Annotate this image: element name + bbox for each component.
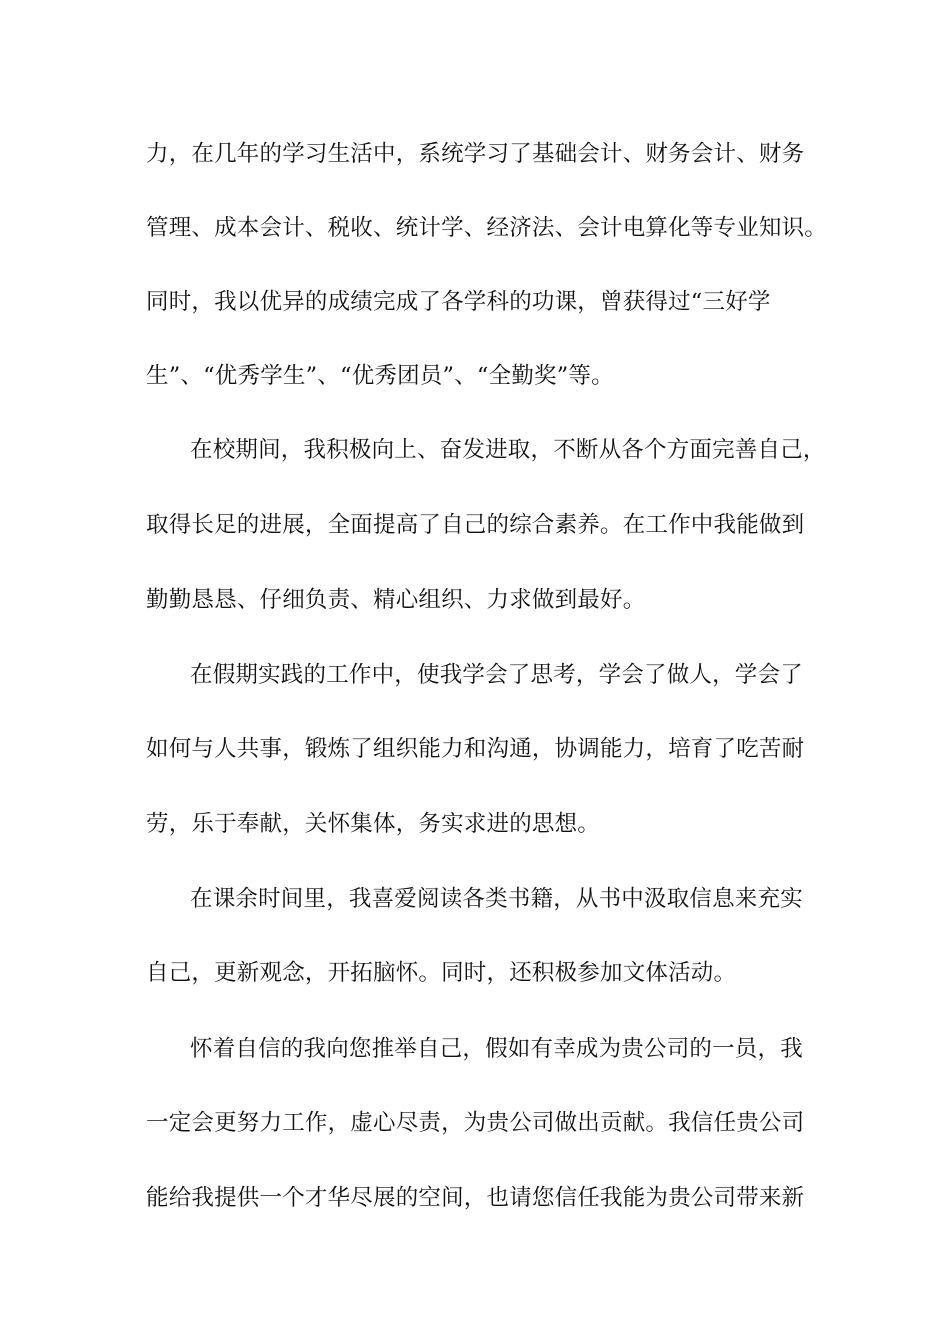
text-line: 力，在几年的学习生活中，系统学习了基础会计、财务会计、财务 bbox=[146, 141, 805, 167]
text-line: 取得长足的进展，全面提高了自己的综合素养。在工作中我能做到 bbox=[146, 512, 805, 538]
text-line: 一定会更努力工作，虚心尽责，为贵公司做出贡献。我信任贵公司 bbox=[146, 1110, 805, 1136]
text-line: 管理、成本会计、税收、统计学、经济法、会计电算化等专业知识。 bbox=[146, 215, 828, 241]
text-line: 如何与人共事，锻炼了组织能力和沟通，协调能力，培育了吃苦耐 bbox=[146, 736, 805, 762]
text-line: 生”、“优秀学生”、“优秀团员”、“全勤奖”等。 bbox=[146, 363, 614, 389]
text-line: 劳，乐于奉献，关怀集体，务实求进的思想。 bbox=[146, 811, 601, 837]
paragraph-first-line: 在假期实践的工作中，使我学会了思考，学会了做人，学会了 bbox=[190, 662, 803, 688]
text-line: 能给我提供一个才华尽展的空间，也请您信任我能为贵公司带来新 bbox=[146, 1185, 805, 1211]
text-line: 同时，我以优异的成绩完成了各学科的功课，曾获得过“三好学 bbox=[146, 289, 771, 315]
text-line: 自己，更新观念，开拓脑怀。同时，还积极参加文体活动。 bbox=[146, 960, 737, 986]
paragraph-first-line: 怀着自信的我向您推举自己，假如有幸成为贵公司的一员，我 bbox=[190, 1036, 803, 1062]
text-line: 勤勤恳恳、仔细负责、精心组织、力求做到最好。 bbox=[146, 587, 646, 613]
paragraph-first-line: 在课余时间里，我喜爱阅读各类书籍，从书中汲取信息来充实 bbox=[190, 886, 803, 912]
paragraph-first-line: 在校期间，我积极向上、奋发进取，不断从各个方面完善自己， bbox=[190, 437, 826, 463]
